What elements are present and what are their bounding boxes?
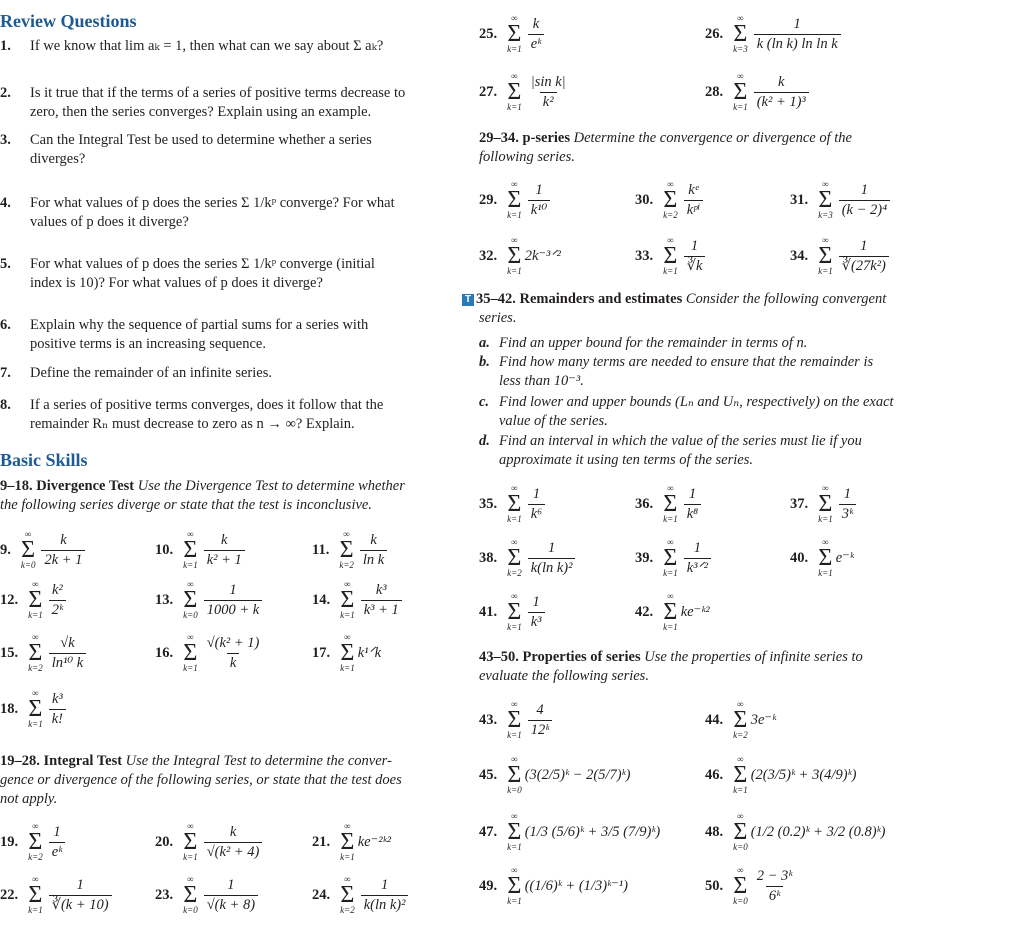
review-question-5 [0, 255, 450, 293]
section-title: 29–34. p-series [479, 130, 571, 146]
exercise-number: 17. [312, 644, 331, 661]
question-number: 2. [0, 85, 11, 101]
fraction: $\frac{√k}{\text{ln¹⁰ k}}$ [49, 635, 87, 672]
section-text: Use the Integral Test to determine the conver- [122, 753, 392, 769]
exercise-40 [790, 538, 854, 578]
exercise-number: 23. [155, 886, 174, 903]
fraction: $\frac{1}{1000 + k}$ [204, 582, 262, 619]
fraction: $\frac{1}{\text{3ᵏ}}$ [839, 486, 856, 523]
subpart-text: value of the series. [499, 413, 608, 429]
subpart-c [479, 393, 949, 431]
fraction: $\frac{1}{\text{k⁸}}$ [684, 486, 701, 523]
question-text: If a series of positive terms converges, does it follow that the [30, 397, 384, 413]
exercise-number: 29. [479, 191, 498, 208]
review-question-8 [0, 396, 450, 434]
sum-symbol: ∞ Σ k=2 [28, 632, 43, 673]
exercise-number: 48. [705, 823, 724, 840]
exercise-number: 49. [479, 877, 498, 894]
question-text: Can the Integral Test be used to determine whether a series [30, 132, 372, 148]
exercise-number: 10. [155, 541, 174, 558]
fraction: $\frac{\text{√(k² + 1)}}{k}$ [206, 634, 260, 671]
sum-symbol: ∞ Σ k=0 [733, 811, 748, 852]
sum-symbol: ∞ Σ k=1 [507, 71, 522, 112]
fraction: $\frac{1}{\text{k(ln k)²}}$ [528, 540, 576, 577]
fraction: $\frac{k}{\text{(k² + 1)³}}$ [754, 74, 809, 111]
exercise-number: 38. [479, 549, 498, 566]
exercise-number: 44. [705, 711, 724, 728]
sum-symbol: ∞ Σ k=1 [507, 699, 522, 740]
exercise-13 [155, 580, 265, 620]
term: k¹ᐟk [357, 644, 382, 661]
exercise-number: 19. [0, 833, 19, 850]
fraction: $\frac{k}{\text{eᵏ}}$ [528, 16, 545, 53]
exercise-38 [479, 538, 578, 578]
term: (1/3 (5/6)ᵏ + 3/5 (7/9)ᵏ) [524, 823, 661, 840]
sum-symbol: ∞ Σ k=2 [339, 529, 354, 570]
exercise-28 [705, 72, 812, 112]
exercise-number: 26. [705, 25, 724, 42]
exercise-9 [0, 530, 88, 570]
exercise-35 [479, 484, 548, 524]
technology-icon: T [462, 294, 474, 306]
question-number: 6. [0, 317, 11, 333]
subpart-d [479, 432, 949, 470]
exercise-number: 46. [705, 766, 724, 783]
section-text: Determine the convergence or divergence of the [570, 130, 852, 146]
exercise-number: 16. [155, 644, 174, 661]
exercise-39 [635, 538, 714, 578]
pseries-instructions [479, 129, 852, 167]
exercise-10 [155, 530, 248, 570]
sum-symbol: ∞ Σ k=2 [507, 537, 522, 578]
sum-symbol: ∞ Σ k=1 [818, 483, 833, 524]
section-text: Use the Divergence Test to determine whether [134, 478, 405, 494]
divergence-test-instructions [0, 477, 405, 515]
exercise-43 [479, 700, 555, 740]
exercise-12 [0, 580, 69, 620]
fraction: $\frac{1}{\text{k⁶}}$ [528, 486, 545, 523]
exercise-17 [312, 633, 381, 673]
question-number: 3. [0, 132, 11, 148]
sum-symbol: ∞ Σ k=1 [663, 537, 678, 578]
exercise-number: 20. [155, 833, 174, 850]
exercise-18 [0, 689, 69, 729]
basic-skills-heading: Basic Skills [0, 450, 88, 470]
sum-symbol: ∞ Σ k=1 [183, 821, 198, 862]
exercise-number: 24. [312, 886, 331, 903]
sum-symbol: ∞ Σ k=3 [818, 179, 833, 220]
exercise-33 [635, 236, 708, 276]
subpart-text: Find an upper bound for the remainder in terms of n. [499, 335, 808, 351]
exercise-number: 30. [635, 191, 654, 208]
sum-symbol: ∞ Σ k=1 [507, 865, 522, 906]
sum-symbol: ∞ Σ k=1 [340, 579, 355, 620]
review-question-3 [0, 131, 450, 169]
fraction: $\frac{1}{\text{eᵏ}}$ [49, 824, 66, 861]
sum-symbol: ∞ Σ k=1 [733, 754, 748, 795]
fraction: $\frac{1}{∛(k + 10)}$ [49, 877, 112, 914]
exercise-44 [705, 700, 776, 740]
term: (1/2 (0.2)ᵏ + 3/2 (0.8)ᵏ) [750, 823, 886, 840]
exercise-number: 47. [479, 823, 498, 840]
exercise-29 [479, 180, 553, 220]
exercise-number: 42. [635, 603, 654, 620]
exercise-27 [479, 72, 572, 112]
review-question-4 [0, 194, 450, 232]
sum-symbol: ∞ Σ k=1 [340, 632, 355, 673]
sum-symbol: ∞ Σ k=1 [507, 483, 522, 524]
sum-symbol: ∞ Σ k=1 [507, 591, 522, 632]
exercise-34 [790, 236, 892, 276]
fraction: $\frac{\text{|sin k|}}{\text{k²}}$ [530, 73, 566, 110]
fraction: $\frac{4}{\text{12ᵏ}}$ [528, 702, 553, 739]
fraction: $\frac{1}{∛k}$ [684, 238, 706, 275]
subpart-text: less than 10⁻³. [499, 373, 584, 389]
exercise-11 [312, 530, 390, 570]
exercise-42 [635, 592, 710, 632]
sum-symbol: ∞ Σ k=1 [663, 235, 678, 276]
section-text: following series. [479, 149, 575, 165]
sum-symbol: ∞ Σ k=2 [28, 821, 43, 862]
exercise-49 [479, 866, 628, 906]
question-text: index is 10)? For what values of p does it diverge? [30, 275, 323, 291]
exercise-number: 41. [479, 603, 498, 620]
exercise-number: 31. [790, 191, 809, 208]
sum-symbol: ∞ Σ k=0 [183, 874, 198, 915]
section-text: Consider the following convergent [682, 291, 887, 307]
question-text: For what values of p does the series Σ 1/kᵖ converge (initial [30, 256, 375, 272]
question-number: 4. [0, 195, 11, 211]
fraction: $\frac{1}{\text{k³}}$ [528, 594, 545, 631]
exercise-47 [479, 812, 660, 852]
question-text: remainder Rₙ must decrease to zero as n → ∞? Explain. [30, 416, 355, 432]
exercise-15 [0, 633, 89, 673]
exercise-20 [155, 822, 265, 862]
subpart-text: approximate it using ten terms of the series. [499, 452, 753, 468]
sum-symbol: ∞ Σ k=1 [28, 579, 43, 620]
question-number: 1. [0, 38, 11, 54]
section-title: 43–50. Properties of series [479, 649, 641, 665]
sum-symbol: ∞ Σ k=1 [818, 537, 833, 578]
integral-test-instructions [0, 752, 402, 809]
sum-symbol: ∞ Σ k=1 [663, 483, 678, 524]
question-text: zero, then the series converges? Explain using an example. [30, 104, 372, 120]
sum-symbol: ∞ Σ k=2 [733, 699, 748, 740]
term: e⁻ᵏ [835, 549, 854, 566]
sum-symbol: ∞ Σ k=1 [507, 235, 522, 276]
exercise-number: 43. [479, 711, 498, 728]
exercise-number: 18. [0, 700, 19, 717]
subpart-letter: d. [479, 433, 490, 449]
properties-instructions [479, 648, 863, 686]
section-text: the following series diverge or state that the test is inconclusive. [0, 497, 372, 513]
section-text: evaluate the following series. [479, 668, 649, 684]
exercise-number: 9. [0, 541, 11, 558]
term: (2(3/5)ᵏ + 3(4/9)ᵏ) [750, 766, 857, 783]
section-text: series. [479, 310, 517, 326]
fraction: $\frac{1}{\text{k (ln k) ln ln k}}$ [754, 16, 841, 53]
question-text: diverges? [30, 151, 86, 167]
exercise-25 [479, 14, 547, 54]
sum-symbol: ∞ Σ k=1 [507, 179, 522, 220]
section-title: 19–28. Integral Test [0, 753, 123, 769]
exercise-19 [0, 822, 68, 862]
question-text: Define the remainder of an infinite series. [30, 365, 272, 381]
exercise-number: 33. [635, 247, 654, 264]
exercise-number: 37. [790, 495, 809, 512]
fraction: $\frac{k}{\text{√(k² + 4)}}$ [204, 824, 263, 861]
sum-symbol: ∞ Σ k=1 [733, 71, 748, 112]
exercise-number: 50. [705, 877, 724, 894]
term: 3e⁻ᵏ [750, 711, 777, 728]
exercise-number: 25. [479, 25, 498, 42]
fraction: $\frac{\text{kᵉ}}{\text{kᵖⁱ}}$ [684, 182, 703, 219]
sum-symbol: ∞ Σ k=2 [340, 874, 355, 915]
section-title: 35–42. Remainders and estimates [476, 291, 683, 307]
exercise-46 [705, 755, 856, 795]
section-text: Use the properties of infinite series to [640, 649, 863, 665]
review-heading: Review Questions [0, 11, 137, 31]
fraction: $\frac{\text{k³}}{\text{k³ + 1}}$ [361, 582, 402, 619]
sum-symbol: ∞ Σ k=3 [733, 13, 748, 54]
question-text: values of p does it diverge? [30, 214, 189, 230]
term: ((1/6)ᵏ + (1/3)ᵏ⁻¹) [524, 877, 628, 894]
sum-symbol: ∞ Σ k=1 [340, 821, 355, 862]
exercise-number: 11. [312, 541, 330, 558]
sum-symbol: ∞ Σ k=1 [28, 688, 43, 729]
fraction: $\frac{1}{\text{(k − 2)⁴}}$ [839, 182, 890, 219]
subpart-text: Find an interval in which the value of the series must lie if you [499, 433, 862, 449]
exercise-36 [635, 484, 704, 524]
question-number: 7. [0, 365, 11, 381]
section-text: not apply. [0, 791, 58, 807]
section-title: 9–18. Divergence Test [0, 478, 135, 494]
exercise-21 [312, 822, 391, 862]
question-text: Explain why the sequence of partial sums for a series with [30, 317, 369, 333]
fraction: $\frac{1}{\text{k¹⁰}}$ [528, 182, 551, 219]
subpart-letter: a. [479, 335, 490, 351]
review-question-7 [0, 364, 450, 383]
exercise-16 [155, 633, 265, 673]
exercise-41 [479, 592, 548, 632]
question-text: Is it true that if the terms of a series of positive terms decrease to [30, 85, 406, 101]
exercise-50 [705, 866, 798, 906]
fraction: $\frac{\text{k³}}{k!}$ [49, 691, 66, 728]
fraction: $\frac{k}{2k + 1}$ [41, 532, 85, 569]
subpart-text: Find lower and upper bounds (Lₙ and Uₙ, respectively) on the exact [499, 394, 894, 410]
exercise-number: 45. [479, 766, 498, 783]
sum-symbol: ∞ Σ k=1 [663, 591, 678, 632]
exercise-26 [705, 14, 844, 54]
subpart-letter: c. [479, 394, 490, 410]
exercise-number: 35. [479, 495, 498, 512]
sum-symbol: ∞ Σ k=1 [818, 235, 833, 276]
exercise-14 [312, 580, 405, 620]
sum-symbol: ∞ Σ k=1 [183, 529, 198, 570]
exercise-37 [790, 484, 859, 524]
exercise-number: 34. [790, 247, 809, 264]
exercise-number: 12. [0, 591, 19, 608]
exercise-number: 27. [479, 83, 498, 100]
fraction: $\frac{\text{k²}}{\text{2ᵏ}}$ [49, 582, 66, 619]
question-text: For what values of p does the series Σ 1/kᵖ converge? For what [30, 195, 395, 211]
exercise-22 [0, 875, 115, 915]
exercise-number: 39. [635, 549, 654, 566]
exercise-45 [479, 755, 630, 795]
sum-symbol: ∞ Σ k=1 [183, 632, 198, 673]
fraction: $\frac{k}{\text{ln k}}$ [360, 532, 387, 569]
exercise-number: 15. [0, 644, 19, 661]
exercise-31 [790, 180, 893, 220]
subpart-a [479, 334, 949, 353]
exercise-number: 36. [635, 495, 654, 512]
exercise-number: 21. [312, 833, 331, 850]
review-question-6 [0, 316, 450, 354]
section-text: gence or divergence of the following series, or state that the test does [0, 772, 402, 788]
subpart-b [479, 353, 949, 391]
exercise-number: 22. [0, 886, 19, 903]
exercise-30 [635, 180, 706, 220]
fraction: $\frac{1}{\text{∛(27k²)}}$ [839, 238, 889, 275]
exercise-24 [312, 875, 411, 915]
exercise-23 [155, 875, 261, 915]
question-number: 8. [0, 397, 11, 413]
term: 2k⁻³ᐟ² [524, 247, 561, 264]
sum-symbol: ∞ Σ k=1 [28, 874, 43, 915]
fraction: $\frac{k}{\text{k² + 1}}$ [204, 532, 245, 569]
exercise-48 [705, 812, 885, 852]
sum-symbol: ∞ Σ k=0 [20, 529, 36, 570]
fraction: $\frac{1}{\text{k³ᐟ²}}$ [684, 540, 711, 577]
question-number: 5. [0, 256, 11, 272]
term: ke⁻ᵏ² [680, 603, 710, 620]
exercise-number: 32. [479, 247, 498, 264]
sum-symbol: ∞ Σ k=0 [733, 865, 748, 906]
exercise-number: 13. [155, 591, 174, 608]
subpart-letter: b. [479, 354, 490, 370]
exercise-number: 28. [705, 83, 724, 100]
fraction: $\frac{1}{\text{k(ln k)²}}$ [361, 877, 409, 914]
sum-symbol: ∞ Σ k=1 [507, 811, 522, 852]
review-question-2 [0, 84, 450, 122]
fraction: $\frac{\text{2 − 3ᵏ}}{\text{6ᵏ}}$ [756, 867, 793, 904]
term: (3(2/5)ᵏ − 2(5/7)ᵏ) [524, 766, 631, 783]
sum-symbol: ∞ Σ k=0 [183, 579, 198, 620]
exercise-number: 14. [312, 591, 331, 608]
review-question-1 [0, 37, 450, 56]
sum-symbol: ∞ Σ k=2 [663, 179, 678, 220]
exercise-number: 40. [790, 549, 809, 566]
sum-symbol: ∞ Σ k=0 [507, 754, 522, 795]
term: ke⁻²ᵏ² [357, 833, 392, 850]
subpart-text: Find how many terms are needed to ensure that the remainder is [499, 354, 874, 370]
question-text: If we know that lim aₖ = 1, then what can we say about Σ aₖ? [30, 38, 384, 54]
remainders-instructions [462, 290, 886, 328]
sum-symbol: ∞ Σ k=1 [507, 13, 522, 54]
fraction: $\frac{1}{√(k + 8)}$ [204, 877, 258, 914]
question-text: positive terms is an increasing sequence. [30, 336, 266, 352]
exercise-32 [479, 236, 561, 276]
